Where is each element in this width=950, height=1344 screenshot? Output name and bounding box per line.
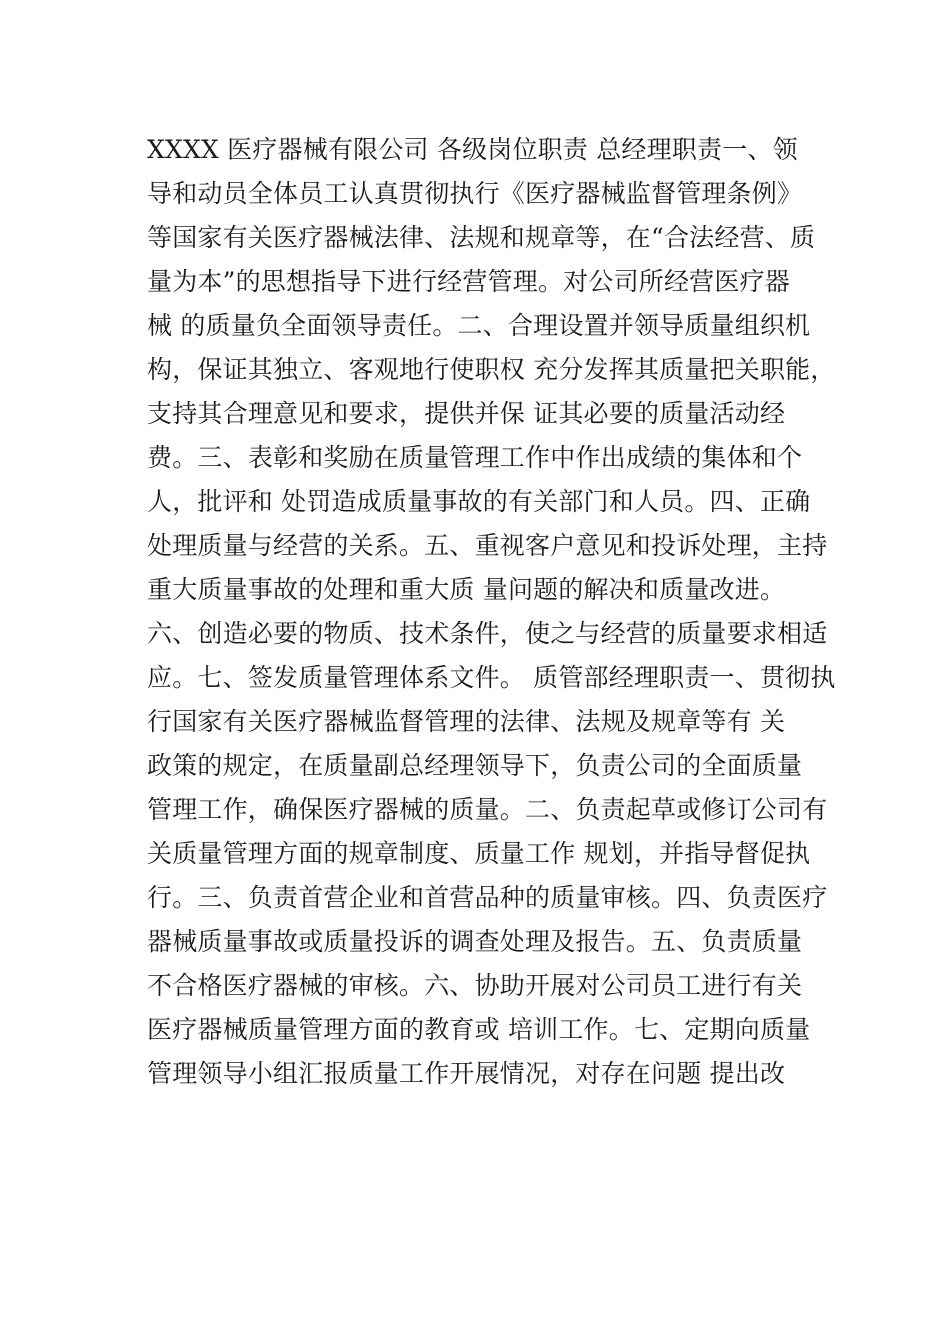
body-text [147, 128, 836, 1096]
text-line: 重大质量事故的处理和重大质 量问题的解决和质量改进。 [147, 575, 786, 604]
text-line: 应。七、签发质量管理体系文件。 质管部经理职责一、贯彻执 [147, 663, 836, 692]
text-line: 政策的规定，在质量副总经理领导下，负责公司的全面质量 [147, 751, 803, 780]
text-line: 支持其合理意见和要求，提供并保 证其必要的质量活动经 [147, 399, 786, 428]
text-line: 医疗器械质量管理方面的教育或 培训工作。七、定期向质量 [147, 1015, 811, 1044]
text-line: 管理领导小组汇报质量工作开展情况，对存在问题 提出改 [147, 1059, 786, 1088]
text-line: 量为本”的思想指导下进行经营管理。对公司所经营医疗器 [147, 267, 790, 296]
text-line: 关质量管理方面的规章制度、质量工作 规划，并指导督促执 [147, 839, 811, 868]
text-line: 费。三、表彰和奖励在质量管理工作中作出成绩的集体和个 [147, 443, 803, 472]
text-line: 处理质量与经营的关系。五、重视客户意见和投诉处理，主持 [147, 531, 828, 560]
text-line: 行国家有关医疗器械监督管理的法律、法规及规章等有 关 [147, 707, 786, 736]
text-line: 导和动员全体员工认真贯彻执行《医疗器械监督管理条例》 [147, 179, 803, 208]
text-line: 行。三、负责首营企业和首营品种的质量审核。四、负责医疗 [147, 883, 828, 912]
text-line: 管理工作，确保医疗器械的质量。二、负责起草或修订公司有 [147, 795, 828, 824]
text-line: 不合格医疗器械的审核。六、协助开展对公司员工进行有关 [147, 971, 803, 1000]
text-line: 械 的质量负全面领导责任。二、合理设置并领导质量组织机 [147, 311, 811, 340]
text-line: 人，批评和 处罚造成质量事故的有关部门和人员。四、正确 [147, 487, 811, 516]
text-line: 器械质量事故或质量投诉的调查处理及报告。五、负责质量 [147, 927, 803, 956]
text-line: XXXX 医疗器械有限公司 各级岗位职责 总经理职责一、领 [147, 135, 798, 164]
text-line: 六、创造必要的物质、技术条件，使之与经营的质量要求相适 [147, 619, 828, 648]
text-line: 构，保证其独立、客观地行使职权 充分发挥其质量把关职能， [147, 355, 836, 384]
text-line: 等国家有关医疗器械法律、法规和规章等，在“合法经营、质 [147, 223, 816, 252]
